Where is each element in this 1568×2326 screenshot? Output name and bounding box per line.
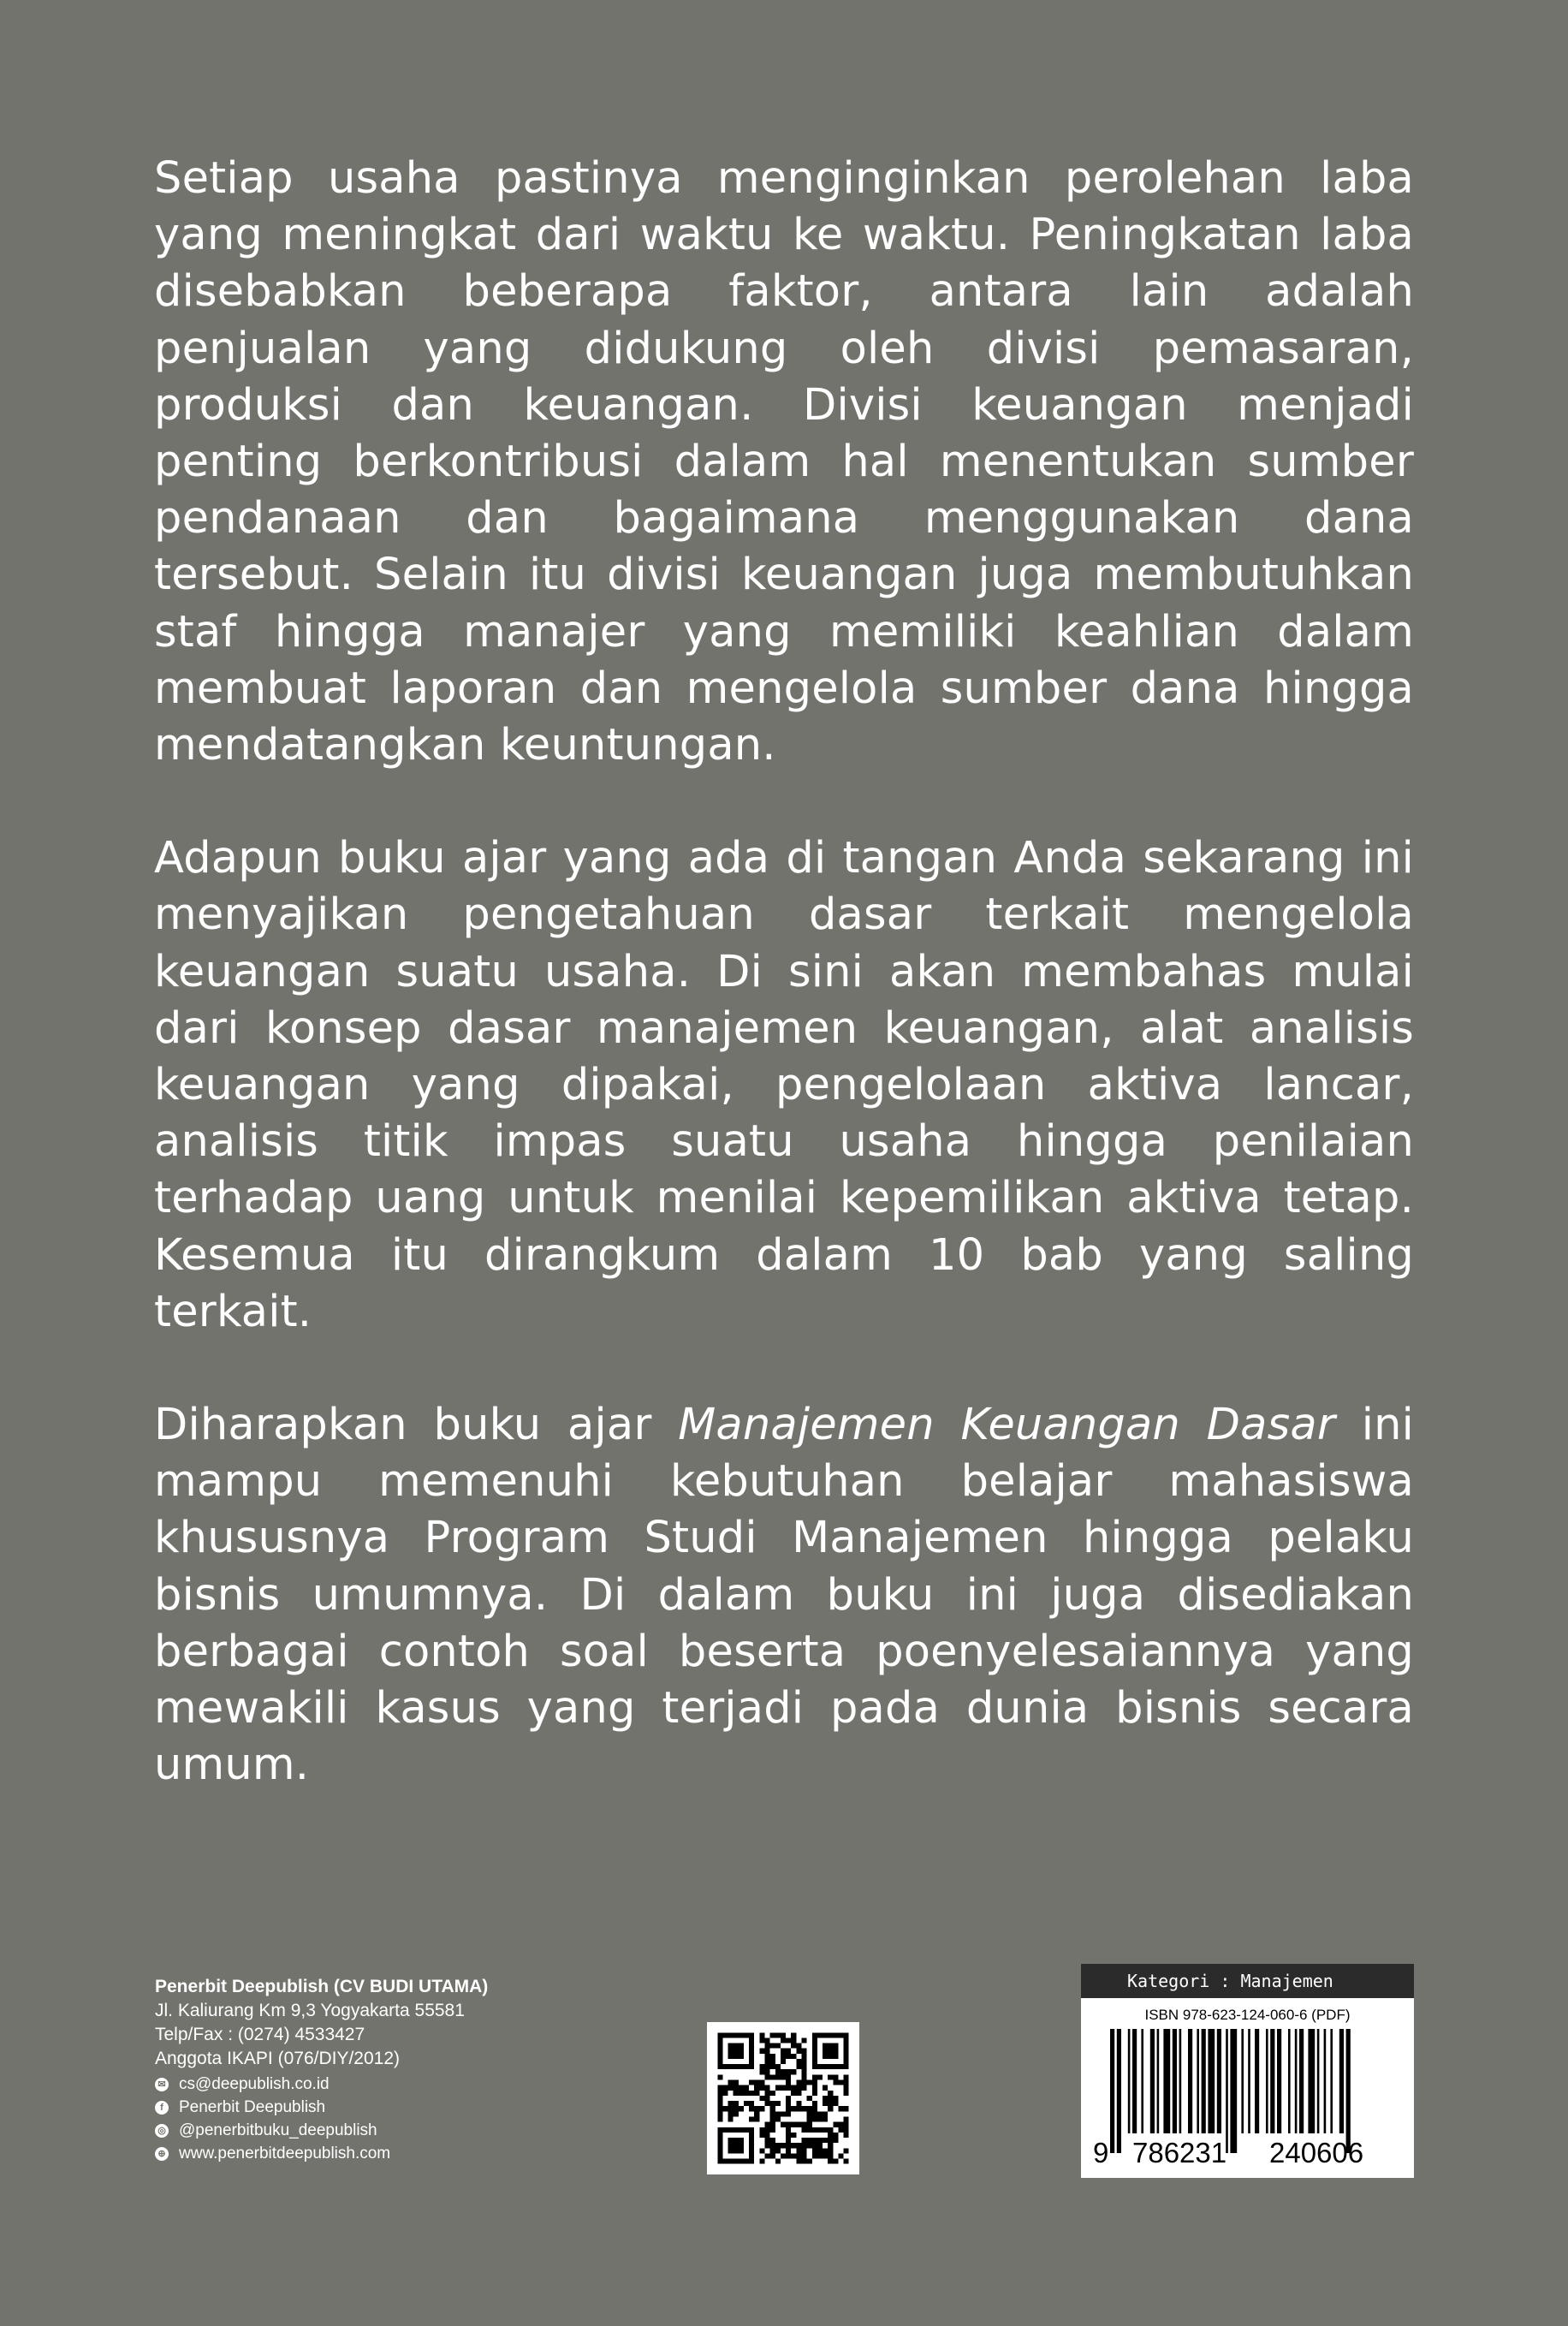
instagram-icon: ◎ [155,2124,169,2138]
globe-icon: ⊕ [155,2147,169,2161]
barcode-bar [1132,2029,1137,2133]
barcode-digits-right: 240606 [1269,2137,1364,2168]
publisher-name: Penerbit Deepublish (CV BUDI UTAMA) [155,1977,489,1996]
contact-facebook-text: Penerbit Deepublish [179,2098,326,2116]
barcode-area [1081,1998,1414,2178]
barcode-bar [1197,2029,1199,2133]
barcode-bars [1110,2029,1393,2153]
blurb-paragraph-1: Setiap usaha pastinya menginginkan perolehan laba yang meningkat dari waktu ke waktu. Peningkatan laba disebabkan beberapa faktor, antara lain adalah penjualan yang didukung oleh divisi pemasaran, produksi dan keuangan. Divisi keuangan menjadi penting berkontribusi dalam hal menentukan sumber pendanaan dan bagaimana menggunakan dana tersebut. Selain itu divisi keuangan juga membutuhkan staf hingga manajer yang memiliki keahlian dalam membuat laporan dan mengelola sumber dana hingga mendatangkan keuntungan. [154,153,1414,771]
barcode-bar [1128,2029,1131,2133]
publisher-address: Jl. Kaliurang Km 9,3 Yogyakarta 55581 [155,2001,465,2020]
publisher-membership: Anggota IKAPI (076/DIY/2012) [155,2049,401,2068]
isbn-number: ISBN 978-623-124-060-6 (PDF) [1144,2007,1351,2023]
barcode-bar [1141,2029,1143,2133]
barcode-bar [1317,2029,1320,2133]
barcode-bar [1226,2029,1228,2153]
facebook-icon: f [155,2101,169,2115]
barcode-bar [1188,2029,1192,2133]
barcode-bar [1308,2029,1315,2133]
qr-code [707,2022,859,2174]
contact-instagram [155,2119,634,2142]
isbn-barcode-block [1081,1964,1414,2178]
barcode-bar [1299,2029,1304,2133]
barcode-bar [1217,2029,1221,2133]
book-title-italic: Manajemen Keuangan Dasar [678,1400,1335,1451]
category-label: Kategori : Manajemen [1081,1964,1414,1998]
barcode-bar [1117,2029,1121,2153]
barcode-bar [1163,2029,1170,2133]
barcode-bar [1230,2029,1237,2153]
blurb-paragraph-3-start: Diharapkan buku ajar [154,1400,679,1451]
barcode-bar [1270,2029,1274,2133]
barcode-bar [1295,2029,1298,2133]
barcode-bar [1346,2029,1351,2153]
back-cover-blurb [154,151,1414,1850]
contact-email [155,2073,634,2096]
blurb-paragraph-3-end: ini mampu memenuhi kebutuhan belajar mahasiswa khususnya Program Studi Manajemen hingga pelaku bisnis umumnya. Di dalam buku ini juga disediakan berbagai contoh soal beserta poenyelesaiannya yang mewakili kasus yang terjadi pada dunia bisnis secara umum. [154,1400,1414,1791]
barcode-bar [1208,2029,1215,2133]
blurb-paragraph-2: Adapun buku ajar yang ada di tangan Anda sekarang ini menyajikan pengetahuan dasar terkait mengelola keuangan suatu usaha. Di sini akan membahas mulai dari konsep dasar manajemen keuangan, alat analisis keuangan yang dipakai, pengelolaan aktiva lancar, analisis titik impas suatu usaha hingga penilaian terhadap uang untuk menilai kepemilikan aktiva tetap. Kesemua itu dirangkum dalam 10 bab yang saling terkait. [154,833,1414,1337]
barcode-bar [1202,2029,1206,2133]
barcode-digit-first: 9 [1093,2137,1109,2168]
barcode-bar [1255,2029,1259,2133]
barcode-bar [1288,2029,1291,2133]
barcode-bar [1157,2029,1160,2133]
barcode-bar [1179,2029,1182,2133]
barcode-bar [1266,2029,1268,2133]
barcode-bar [1248,2029,1250,2133]
publisher-contacts [155,2073,634,2165]
publisher-phone: Telp/Fax : (0274) 4533427 [155,2025,365,2044]
barcode-bar [1324,2029,1327,2133]
barcode-bar [1277,2029,1281,2133]
barcode-bar [1330,2029,1333,2133]
publisher-info [155,1975,634,2165]
barcode-bar [1150,2029,1155,2133]
contact-website [155,2142,634,2165]
barcode-digits-left: 786231 [1132,2137,1227,2168]
email-icon: ✉ [155,2078,169,2091]
contact-email-text: cs@deepublish.co.id [179,2075,330,2093]
barcode-bar [1173,2029,1177,2133]
barcode-bar [1339,2029,1344,2133]
contact-instagram-text: @penerbitbuku_deepublish [179,2121,377,2139]
barcode-bar [1110,2029,1114,2153]
blurb-paragraph-3 [154,1397,1414,1794]
barcode-bar [1241,2029,1244,2133]
contact-website-text: www.penerbitdeepublish.com [179,2145,391,2162]
barcode-digits [1081,2136,1414,2170]
contact-facebook [155,2096,634,2119]
